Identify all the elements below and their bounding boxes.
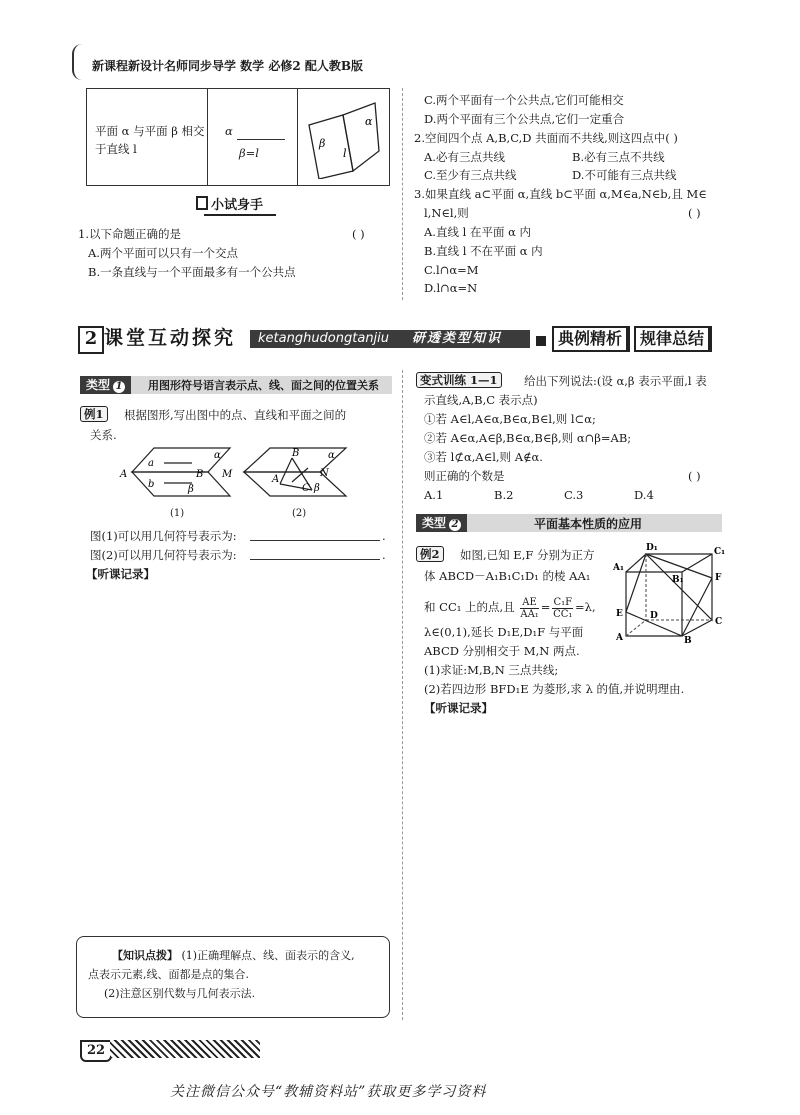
- example2-line3: [424, 594, 596, 620]
- q1-answer-paren: ( ): [352, 227, 365, 241]
- section-number: 2: [78, 326, 104, 354]
- q3-option-d: D.l∩α=N: [424, 281, 478, 295]
- example1-line1: 根据图形,写出图中的点、直线和平面之间的: [124, 408, 347, 422]
- example1-figure2: [220, 446, 350, 520]
- example2-line4: λ∈(0,1),延长 D₁E,D₁F 与平面: [424, 625, 584, 639]
- example1-tag: 例1: [80, 406, 108, 422]
- small-test-underline: [204, 214, 276, 216]
- cube-segment-bf: [682, 578, 712, 636]
- example2-line1: 如图,已知 E,F 分别为正方: [460, 548, 595, 562]
- type2-title: 平面基本性质的应用: [534, 517, 643, 531]
- fig1-label-A: A: [120, 469, 128, 480]
- small-test-title: 小试身手: [211, 198, 264, 213]
- q2-option-c: C.至少有三点共线: [424, 168, 517, 182]
- variant-ask: 则正确的个数是: [424, 469, 505, 483]
- q3-option-a: A.直线 l 在平面 α 内: [424, 225, 532, 239]
- figure1-caption: (1): [170, 508, 185, 519]
- fill-line2-end: .: [382, 548, 386, 562]
- ratio1-numerator: AE: [522, 596, 537, 608]
- tab-rule-summary: 规律总结: [634, 326, 712, 352]
- q3-option-b: B.直线 l 不在平面 α 内: [424, 244, 543, 258]
- fig2-label-C: C: [302, 483, 310, 494]
- variant-option-a: A.1: [424, 488, 444, 502]
- type1-tag: [80, 376, 131, 394]
- page-number: 22: [80, 1040, 112, 1062]
- variant-option-c: C.3: [564, 488, 584, 502]
- small-test-heading: [196, 196, 263, 214]
- fill-line1-label: 图(1)可以用几何符号表示为:: [90, 529, 237, 543]
- fig2-label-alpha: α: [328, 450, 335, 461]
- ratio-c1f-cc1: [552, 597, 573, 620]
- footer-promo: 关注微信公众号“教辅资料站”获取更多学习资料: [170, 1084, 487, 1100]
- variant-item2: ②若 A∈α,A∈β,B∈α,B∈β,则 α∩β=AB;: [424, 431, 632, 445]
- cube-label-A: A: [616, 633, 623, 643]
- example2-line5: ABCD 分别相交于 M,N 两点.: [424, 644, 580, 658]
- column-divider-bottom: [402, 370, 403, 1020]
- variant-option-b: B.2: [494, 488, 514, 502]
- example2-question1: (1)求证:M,B,N 三点共线;: [424, 663, 559, 677]
- fig2-label-A: A: [272, 474, 280, 485]
- variant-item3: ③若 l⊄α,A∈l,则 A∉α.: [424, 450, 543, 464]
- cube-hidden-edge-ad: [626, 620, 646, 636]
- ratio-equals: =: [540, 600, 551, 614]
- ratio2-denominator: CC₁: [553, 608, 573, 620]
- fig1-label-B: B: [196, 469, 204, 480]
- knowledge-tip-line1: [112, 948, 355, 964]
- q2-option-d: D.不可能有三点共线: [572, 168, 677, 182]
- cube-label-D: D: [650, 611, 658, 621]
- fig2-plane-alpha: [244, 472, 346, 496]
- type1-tag-label: 类型: [86, 378, 111, 392]
- fig1-label-a: a: [148, 458, 154, 469]
- variant-tag: 变式训练 1—1: [416, 372, 502, 388]
- type1-number: 1: [113, 381, 125, 393]
- fig2-segment-ba: [280, 458, 292, 484]
- intersecting-planes-figure: [301, 95, 383, 179]
- column-divider-top: [402, 88, 403, 300]
- definition-table: [86, 88, 390, 186]
- fig1-label-alpha: α: [214, 450, 221, 461]
- example2-line3-pre: 和 CC₁ 上的点,且: [424, 600, 515, 614]
- q2-stem: 2.空间四个点 A,B,C,D 共面而不共线,则这四点中( ): [414, 131, 678, 145]
- example2-tag: 例2: [416, 546, 444, 562]
- fig2-label-B: B: [292, 448, 300, 459]
- q1-option-d: D.两个平面有三个公共点,它们一定重合: [424, 112, 625, 126]
- header-bracket-decoration: [72, 44, 84, 80]
- knowledge-tip-title: 【知识点拨】: [112, 949, 178, 962]
- example2-line3-post: =λ,: [575, 600, 596, 614]
- cube-label-E: E: [616, 609, 623, 619]
- cube-label-C1: C₁: [714, 547, 726, 557]
- variant-tag-line: [416, 372, 502, 388]
- example2-question2: (2)若四边形 BFD₁E 为菱形,求 λ 的值,并说明理由.: [424, 682, 685, 696]
- banner-square-decoration: [536, 336, 546, 346]
- fill-line2-blank[interactable]: [250, 559, 380, 560]
- fill-line2-label: 图(2)可以用几何符号表示为:: [90, 548, 237, 562]
- fig-label-alpha: α: [365, 115, 373, 128]
- type1-title: 用图形符号语言表示点、线、面之间的位置关系: [148, 379, 379, 392]
- type2-number: 2: [449, 519, 461, 531]
- example2-line2: 体 ABCD－A₁B₁C₁D₁ 的棱 AA₁: [424, 569, 591, 583]
- example1-line2: 关系.: [90, 428, 117, 442]
- knowledge-tip-text1: (1)正确理解点、线、面表示的含义,: [181, 949, 355, 962]
- example1-tag-line: [80, 406, 108, 422]
- fig2-label-beta: β: [314, 483, 320, 494]
- table-symbol-top: α: [225, 124, 233, 138]
- variant-line2: 示直线,A,B,C 表示点): [424, 393, 538, 407]
- q1-option-b: B.一条直线与一个平面最多有一个公共点: [88, 265, 296, 279]
- q3-answer-paren: ( ): [688, 206, 701, 220]
- fig1-label-beta: β: [188, 484, 194, 495]
- table-divider: [297, 89, 298, 185]
- table-text-line1: 平面 α 与平面 β 相交: [95, 124, 205, 138]
- cube-label-C: C: [715, 617, 723, 627]
- cube-label-B1: B₁: [672, 575, 684, 585]
- fig2-label-M: M: [222, 469, 233, 480]
- variant-item1: ①若 A∈l,A∈α,B∈α,B∈l,则 l⊂α;: [424, 412, 596, 426]
- table-text-line2: 于直线 l: [95, 142, 137, 156]
- ratio1-denominator: AA₁: [520, 608, 539, 620]
- section-title: 课堂互动探究: [104, 327, 237, 349]
- q2-option-a: A.必有三点共线: [424, 150, 505, 164]
- q1-option-c: C.两个平面有一个公共点,它们可能相交: [424, 93, 624, 107]
- fig2-label-N: N: [320, 468, 329, 479]
- example2-tag-line: [416, 546, 444, 562]
- q3-option-c: C.l∩α=M: [424, 263, 479, 277]
- knowledge-tip-line3: (2)注意区别代数与几何表示法.: [104, 987, 256, 1000]
- fig-label-beta: β: [319, 137, 326, 150]
- cube-label-F: F: [715, 573, 722, 583]
- table-symbol-bottom: β=l: [239, 146, 259, 160]
- notes-label-right: 【听课记录】: [424, 701, 493, 715]
- notes-label-left: 【听课记录】: [86, 567, 155, 581]
- header-title: 新课程新设计名师同步导学 数学 必修2 配人教B版: [92, 59, 364, 73]
- variant-answer-paren: ( ): [688, 469, 701, 483]
- figure2-caption: (2): [292, 508, 307, 519]
- cube-label-B: B: [684, 636, 692, 644]
- plane-alpha-shape: [343, 103, 379, 171]
- type2-tag: [416, 514, 467, 532]
- q3-stem-line1: 3.如果直线 a⊂平面 α,直线 b⊂平面 α,M∈a,N∈b,且 M∈: [414, 187, 707, 201]
- q1-stem: 1.以下命题正确的是: [78, 227, 181, 241]
- ratio2-numerator: C₁F: [553, 596, 573, 608]
- cube-label-D1: D₁: [646, 543, 658, 553]
- fig1-label-b: b: [148, 479, 155, 490]
- ratio-ae-aa1: [520, 597, 538, 620]
- table-symbol-rule: [237, 139, 285, 140]
- table-divider: [207, 89, 208, 185]
- tab-typical-examples: 典例精析: [552, 326, 630, 352]
- cube-label-A1: A₁: [613, 563, 624, 573]
- q1-option-a: A.两个平面可以只有一个交点: [88, 246, 238, 260]
- section-pinyin: ketanghudongtanjiu: [258, 331, 390, 346]
- variant-line1: 给出下列说法:(设 α,β 表示平面,l 表: [524, 374, 707, 388]
- fill-line1-end: .: [382, 529, 386, 543]
- fig-label-l: l: [343, 147, 347, 160]
- q2-option-b: B.必有三点不共线: [572, 150, 665, 164]
- fill-line1-blank[interactable]: [250, 540, 380, 541]
- q3-stem-line2: l,N∈l,则: [424, 206, 469, 220]
- footer-hatch-decoration: [110, 1040, 260, 1058]
- section-subtitle: 研透类型知识: [412, 331, 503, 346]
- knowledge-tip-line2: 点表示元素,线、面都是点的集合.: [88, 968, 249, 981]
- type2-tag-label: 类型: [422, 516, 447, 530]
- fig1-plane-beta: [132, 472, 230, 496]
- small-test-icon: [196, 196, 208, 210]
- variant-option-d: D.4: [634, 488, 654, 502]
- cube-figure: [612, 540, 728, 644]
